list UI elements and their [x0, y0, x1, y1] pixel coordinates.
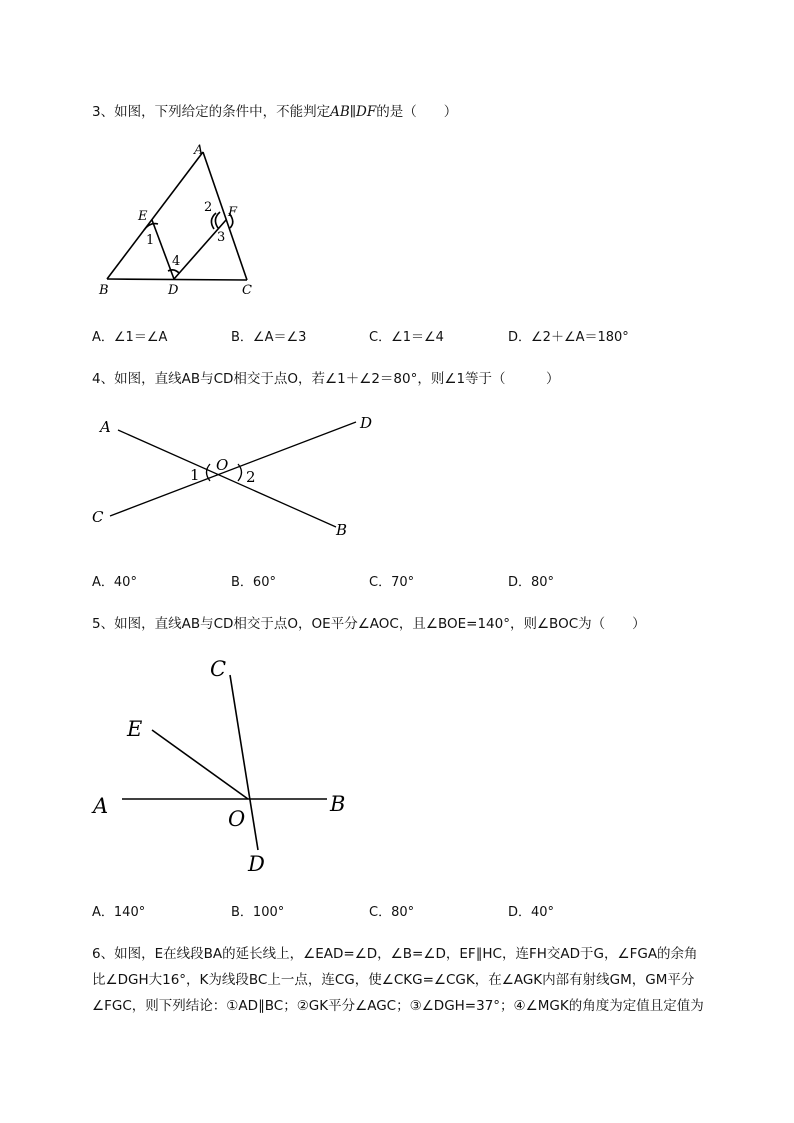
question-6-line-2: 比∠DGH大16°，K为线段BC上一点，连CG，使∠CKG=∠CGK，在∠AGK内部有射线GM，GM平分 [92, 972, 695, 988]
segment-bc [107, 279, 247, 280]
option-text: 70° [391, 575, 415, 590]
q5-option-c[interactable] [369, 901, 414, 920]
label-angle-3: 3 [217, 230, 226, 245]
label-angle-2: 2 [204, 200, 213, 215]
option-letter: D． [508, 905, 532, 920]
ray-oe [152, 730, 248, 799]
label-angle-4: 4 [172, 254, 181, 269]
question-6-line-3: ∠FGC，则下列结论：①AD∥BC；②GK平分∠AGC；③∠DGH=37°；④∠MGK的角度为定值且定值为 [92, 998, 704, 1014]
segment-ab [107, 152, 203, 279]
option-letter: A． [92, 575, 114, 590]
question-3-text-before: 如图，下列给定的条件中，不能判定 [114, 104, 331, 120]
angle-2-arc [215, 212, 220, 228]
question-3-target: AB∥DF [330, 104, 377, 120]
q5-option-a[interactable] [92, 901, 145, 920]
label-e: E [138, 209, 148, 224]
option-text: ∠1＝∠4 [391, 330, 444, 345]
option-letter: B． [231, 575, 253, 590]
q4-option-d[interactable] [508, 571, 554, 590]
line-ab [118, 430, 336, 527]
question-3-number: 3、 [92, 104, 115, 120]
segment-df [174, 220, 226, 279]
label-c: C [210, 657, 227, 681]
option-letter: B． [231, 905, 253, 920]
option-letter: C． [369, 330, 392, 345]
q3-option-d[interactable] [508, 326, 629, 345]
label-e: E [127, 717, 143, 741]
label-f: F [228, 205, 238, 220]
option-text: 80° [531, 575, 555, 590]
option-text: ∠A＝∠3 [252, 330, 307, 345]
question-4-figure [88, 408, 388, 548]
label-a: A [100, 418, 111, 436]
question-5-text: 如图，直线AB与CD相交于点O，OE平分∠AOC，且∠BOE=140°，则∠BOC为（ ） [114, 616, 646, 632]
label-d: D [168, 283, 179, 298]
label-a: A [93, 794, 109, 818]
q3-option-c[interactable] [369, 326, 444, 345]
option-text: ∠2＋∠A＝180° [531, 330, 629, 345]
option-letter: C． [369, 575, 392, 590]
label-angle-1: 1 [146, 233, 155, 248]
q5-option-b[interactable] [231, 901, 284, 920]
label-d: D [360, 414, 373, 432]
label-a: A [194, 143, 204, 158]
option-text: 40° [113, 575, 137, 590]
option-letter: D． [508, 330, 532, 345]
option-text: 60° [252, 575, 276, 590]
question-3-text-after: 的是（ ） [376, 104, 458, 120]
question-5-number: 5、 [92, 616, 115, 632]
question-4-number: 4、 [92, 371, 115, 387]
question-5-figure [90, 650, 360, 880]
option-text: 100° [252, 905, 285, 920]
q3-option-a[interactable] [92, 326, 167, 345]
option-text: 80° [391, 905, 415, 920]
line-cd [110, 422, 356, 516]
option-letter: B． [231, 330, 253, 345]
option-letter: A． [92, 330, 114, 345]
q4-option-b[interactable] [231, 571, 276, 590]
segment-ac [203, 152, 247, 280]
label-angle-1: 1 [190, 466, 200, 484]
question-6-line-1: 6、如图，E在线段BA的延长线上，∠EAD=∠D，∠B=∠D，EF∥HC，连FH交AD于G，∠FGA的余角 [92, 946, 698, 962]
question-4-text: 如图，直线AB与CD相交于点O，若∠1＋∠2＝80°，则∠1等于（ ） [114, 371, 560, 387]
question-4-stem [92, 367, 560, 387]
option-text: ∠1＝∠A [113, 330, 168, 345]
question-3-stem [92, 100, 457, 120]
q5-option-d[interactable] [508, 901, 554, 920]
q3-option-b[interactable] [231, 326, 306, 345]
label-d: D [248, 852, 265, 876]
q4-option-c[interactable] [369, 571, 414, 590]
label-c: C [242, 283, 252, 298]
angle-4-arc [168, 270, 179, 273]
option-text: 40° [531, 905, 555, 920]
label-c: C [92, 508, 104, 526]
label-b: B [336, 521, 348, 539]
label-angle-2: 2 [246, 468, 256, 486]
question-5-stem [92, 612, 646, 632]
option-letter: C． [369, 905, 392, 920]
option-letter: D． [508, 575, 532, 590]
label-b: B [330, 792, 346, 816]
option-text: 140° [113, 905, 146, 920]
option-letter: A． [92, 905, 114, 920]
label-b: B [99, 283, 109, 298]
q4-option-a[interactable] [92, 571, 137, 590]
question-3-figure [90, 140, 270, 300]
label-o: O [228, 807, 246, 831]
label-o: O [216, 456, 229, 474]
